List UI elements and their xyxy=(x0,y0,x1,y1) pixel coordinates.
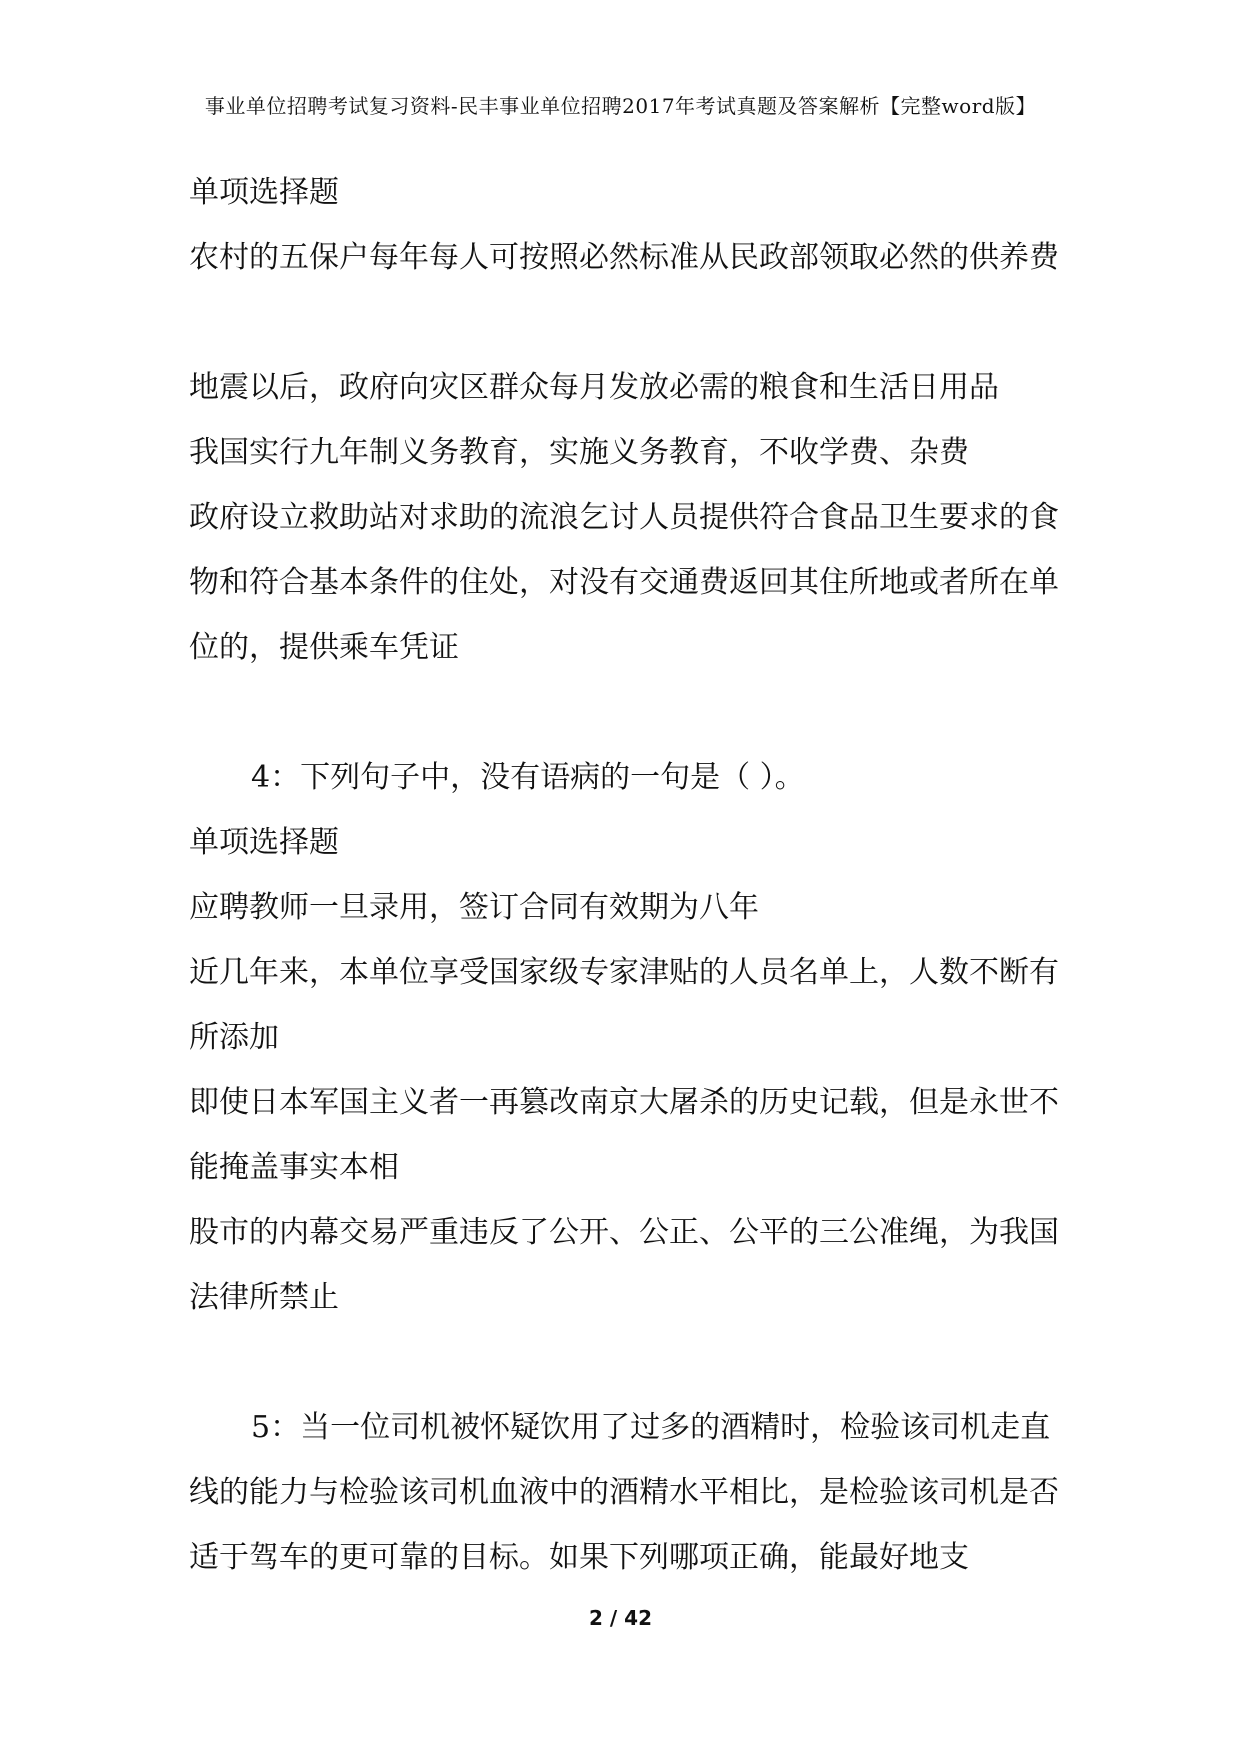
option-text: 股市的内幕交易严重违反了公开、公正、公平的三公准绳，为我国法律所禁止 xyxy=(189,1215,1059,1315)
page-body xyxy=(189,160,1069,1590)
question-stem: 4：下列句子中，没有语病的一句是（ ）。 xyxy=(251,760,805,795)
question-stem: 5：当一位司机被怀疑饮用了过多的酒精时，检验该司机走直线的能力与检验该司机血液中的酒精水平相比，是检验该司机是否适于驾车的更可靠的目标。如果下列哪项正确，能最好地支 xyxy=(189,1410,1059,1575)
spacer xyxy=(189,680,1069,745)
spacer xyxy=(189,1330,1069,1395)
question-type-label: 单项选择题 xyxy=(189,825,339,860)
option-text: 应聘教师一旦录用，签订合同有效期为八年 xyxy=(189,890,759,925)
option-text: 地震以后，政府向灾区群众每月发放必需的粮食和生活日用品 xyxy=(189,370,999,405)
page-header: 事业单位招聘考试复习资料-民丰事业单位招聘2017年考试真题及答案解析【完整word版】 xyxy=(204,94,1037,118)
option-text: 近几年来，本单位享受国家级专家津贴的人员名单上，人数不断有所添加 xyxy=(189,955,1059,1055)
option-text: 政府设立救助站对求助的流浪乞讨人员提供符合食品卫生要求的食物和符合基本条件的住处，对没有交通费返回其住所地或者所在单位的，提供乘车凭证 xyxy=(189,500,1059,665)
option-text: 即使日本军国主义者一再篡改南京大屠杀的历史记载，但是永世不能掩盖事实本相 xyxy=(189,1085,1059,1185)
option-text: 我国实行九年制义务教育，实施义务教育，不收学费、杂费 xyxy=(189,435,969,470)
page-number: 2 / 42 xyxy=(589,1606,652,1630)
question-type-label: 单项选择题 xyxy=(189,175,339,210)
option-text: 农村的五保户每年每人可按照必然标准从民政部领取必然的供养费 xyxy=(189,240,1059,275)
